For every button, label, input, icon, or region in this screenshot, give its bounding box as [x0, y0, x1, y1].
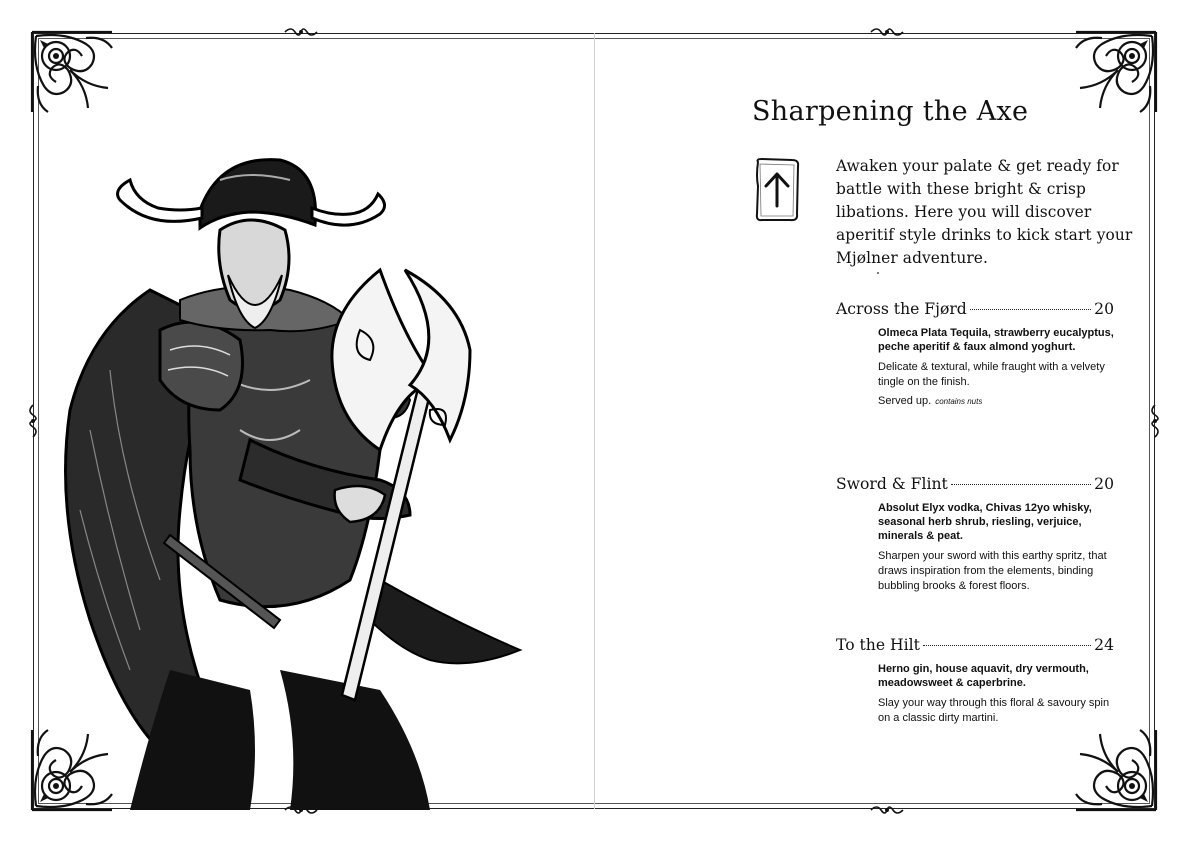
dotted-leader — [923, 645, 1091, 646]
drink-ingredients: Herno gin, house aquavit, dry vermouth, meadowsweet & caperbrine. — [878, 663, 1089, 689]
menu-item-header — [836, 636, 1114, 654]
dotted-leader — [970, 309, 1091, 310]
drink-price: 20 — [1094, 300, 1114, 318]
drink-description: Sharpen your sword with this earthy spritz, that draws inspiration from the elements, binding bubbling brooks & forest floors. — [878, 550, 1107, 592]
scroll-flourish-icon — [25, 403, 41, 439]
page-spine-divider — [594, 33, 595, 809]
drink-ingredients: Olmeca Plata Tequila, strawberry eucalyptus, peche aperitif & faux almond yoghurt. — [878, 327, 1114, 353]
drink-description: Delicate & textural, while fraught with a velvety tingle on the finish. — [878, 361, 1105, 388]
dotted-leader — [951, 484, 1091, 485]
drink-description: Slay your way through this floral & savoury spin on a classic dirty martini. — [878, 697, 1110, 724]
menu-item-sword-and-flint — [836, 475, 1114, 598]
viking-warrior-with-axe-illustration — [50, 150, 530, 810]
celtic-knot-corner-icon — [1070, 724, 1162, 816]
scroll-flourish-icon — [1147, 403, 1163, 439]
menu-item-to-the-hilt — [836, 636, 1114, 730]
section-title: Sharpening the Axe — [752, 96, 1029, 127]
tiwaz-rune-icon — [752, 156, 802, 224]
scroll-flourish-icon — [283, 24, 319, 40]
scroll-flourish-icon — [869, 802, 905, 818]
drink-name: Across the Fjørd — [836, 300, 967, 318]
decorative-dot — [877, 272, 879, 274]
drink-name: Sword & Flint — [836, 475, 948, 493]
section-intro: Awaken your palate & get ready for battle with these bright & crisp libations. Here you will discover aperitif style drinks to kick start your Mjølner adventure. — [836, 157, 1133, 267]
menu-item-header — [836, 300, 1114, 318]
serving-text: Served up. — [878, 395, 932, 407]
drink-name: To the Hilt — [836, 636, 920, 654]
celtic-knot-corner-icon — [26, 26, 118, 118]
drink-price: 24 — [1094, 636, 1114, 654]
scroll-flourish-icon — [869, 24, 905, 40]
menu-item-across-the-fjord — [836, 300, 1114, 409]
menu-item-header — [836, 475, 1114, 493]
allergen-note: contains nuts — [935, 397, 983, 406]
drink-price: 20 — [1094, 475, 1114, 493]
drink-serving — [878, 394, 1114, 409]
celtic-knot-corner-icon — [1070, 26, 1162, 118]
drink-ingredients: Absolut Elyx vodka, Chivas 12yo whisky, seasonal herb shrub, riesling, verjuice, minerals & peat. — [878, 502, 1092, 542]
